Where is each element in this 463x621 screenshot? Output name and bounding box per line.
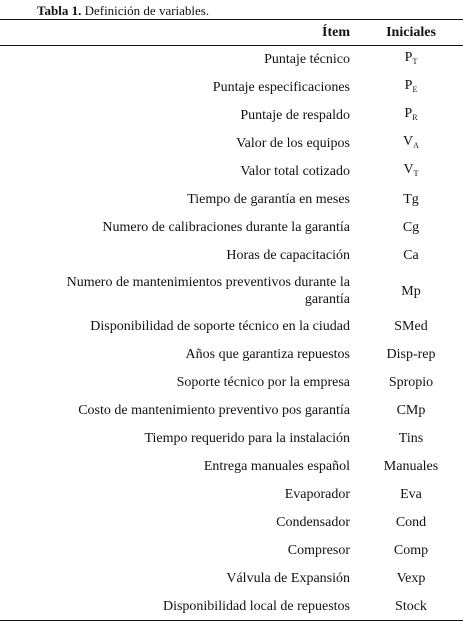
initials-text: Tg bbox=[403, 192, 419, 207]
table-row bbox=[0, 593, 463, 621]
table-body bbox=[0, 46, 463, 621]
cell-initials bbox=[371, 242, 463, 270]
table-row bbox=[0, 565, 463, 593]
initials-text: Manuales bbox=[383, 459, 439, 474]
table-row bbox=[0, 270, 463, 313]
initials-subscript: A bbox=[413, 141, 419, 150]
cell-item bbox=[0, 313, 371, 341]
table-row bbox=[0, 369, 463, 397]
item-text: Puntaje de respaldo bbox=[240, 108, 350, 123]
item-text: Evaporador bbox=[284, 487, 350, 502]
cell-initials bbox=[371, 74, 463, 102]
table-caption bbox=[37, 3, 209, 18]
table-row bbox=[0, 242, 463, 270]
caption-label: Tabla 1. bbox=[37, 3, 82, 18]
caption-text: Definición de variables. bbox=[81, 3, 210, 18]
initials-text: Disp-rep bbox=[386, 347, 436, 362]
item-text: Válvula de Expansión bbox=[226, 571, 350, 586]
cell-initials bbox=[371, 186, 463, 214]
initials-subscript: T bbox=[413, 169, 419, 178]
table-row bbox=[0, 186, 463, 214]
initials-text: Vexp bbox=[396, 571, 426, 586]
table-row bbox=[0, 397, 463, 425]
initials-text: V bbox=[403, 162, 414, 177]
cell-initials bbox=[371, 537, 463, 565]
cell-item bbox=[0, 46, 371, 74]
cell-initials bbox=[371, 369, 463, 397]
cell-item bbox=[0, 270, 371, 313]
item-text: Horas de capacitación bbox=[226, 248, 350, 263]
cell-item bbox=[0, 481, 371, 509]
cell-initials bbox=[371, 509, 463, 537]
initials-subscript: E bbox=[412, 85, 418, 94]
table-row bbox=[0, 214, 463, 242]
cell-initials bbox=[371, 158, 463, 186]
table-row bbox=[0, 481, 463, 509]
cell-initials bbox=[371, 46, 463, 74]
item-text: Condensador bbox=[276, 515, 350, 530]
cell-initials bbox=[371, 593, 463, 621]
initials-text: Cg bbox=[402, 220, 420, 235]
table-row bbox=[0, 313, 463, 341]
header-item: Ítem bbox=[0, 20, 371, 46]
table-row bbox=[0, 158, 463, 186]
table-row bbox=[0, 453, 463, 481]
cell-item bbox=[0, 341, 371, 369]
cell-item bbox=[0, 425, 371, 453]
item-text-line2: garantía bbox=[304, 292, 350, 307]
initials-text: SMed bbox=[394, 319, 428, 334]
cell-item bbox=[0, 537, 371, 565]
initials-text: Tins bbox=[398, 431, 424, 446]
initials-text: Spropio bbox=[388, 375, 434, 390]
item-text: Puntaje técnico bbox=[264, 52, 350, 68]
initials-subscript: T bbox=[412, 57, 418, 67]
cell-initials bbox=[371, 214, 463, 242]
item-text: Compresor bbox=[287, 543, 350, 558]
cell-item bbox=[0, 509, 371, 537]
cell-initials bbox=[371, 270, 463, 313]
item-text: Tiempo requerido para la instalación bbox=[144, 431, 350, 446]
table-row bbox=[0, 130, 463, 158]
cell-item bbox=[0, 186, 371, 214]
table-row bbox=[0, 341, 463, 369]
cell-initials bbox=[371, 565, 463, 593]
initials-text: Stock bbox=[395, 598, 427, 614]
cell-item bbox=[0, 102, 371, 130]
item-text: Puntaje especificaciones bbox=[212, 80, 350, 95]
initials-text: P bbox=[404, 78, 413, 93]
item-text: Disponibilidad local de repuestos bbox=[162, 598, 350, 614]
item-text: Valor de los equipos bbox=[236, 136, 350, 151]
initials-text: Cond bbox=[395, 515, 427, 530]
item-text: Costo de mantenimiento preventivo pos garantía bbox=[78, 403, 350, 418]
cell-item bbox=[0, 565, 371, 593]
variables-table bbox=[0, 19, 463, 621]
cell-item bbox=[0, 158, 371, 186]
cell-item bbox=[0, 453, 371, 481]
cell-initials bbox=[371, 102, 463, 130]
table-row bbox=[0, 509, 463, 537]
item-text: Tiempo de garantía en meses bbox=[187, 192, 350, 207]
initials-text: P bbox=[404, 50, 413, 66]
table-row bbox=[0, 74, 463, 102]
cell-item bbox=[0, 130, 371, 158]
table-row bbox=[0, 425, 463, 453]
initials-text: CMp bbox=[396, 403, 426, 418]
header-initials: Iniciales bbox=[371, 20, 463, 46]
initials-text: Mp bbox=[401, 283, 421, 299]
cell-item bbox=[0, 214, 371, 242]
cell-initials bbox=[371, 481, 463, 509]
table-row bbox=[0, 537, 463, 565]
table-row bbox=[0, 46, 463, 74]
cell-item bbox=[0, 74, 371, 102]
initials-text: V bbox=[403, 134, 414, 149]
cell-item bbox=[0, 397, 371, 425]
initials-subscript: R bbox=[412, 113, 418, 122]
item-text: Años que garantiza repuestos bbox=[185, 347, 350, 362]
item-text: Numero de calibraciones durante la garantía bbox=[102, 220, 350, 235]
cell-item bbox=[0, 593, 371, 621]
item-text: Valor total cotizado bbox=[240, 164, 350, 179]
cell-initials bbox=[371, 397, 463, 425]
cell-item bbox=[0, 242, 371, 270]
table-row bbox=[0, 102, 463, 130]
cell-initials bbox=[371, 425, 463, 453]
cell-initials bbox=[371, 453, 463, 481]
initials-text: Ca bbox=[403, 248, 419, 263]
cell-item bbox=[0, 369, 371, 397]
initials-text: Comp bbox=[393, 543, 429, 558]
cell-initials bbox=[371, 341, 463, 369]
initials-text: P bbox=[404, 106, 413, 121]
cell-initials bbox=[371, 130, 463, 158]
cell-initials bbox=[371, 313, 463, 341]
item-text: Entrega manuales español bbox=[203, 459, 350, 474]
item-text: Disponibilidad de soporte técnico en la ciudad bbox=[90, 319, 350, 334]
table-header-row bbox=[0, 20, 463, 46]
item-text: Numero de mantenimientos preventivos durante la bbox=[66, 275, 350, 290]
item-text: Soporte técnico por la empresa bbox=[176, 375, 350, 390]
initials-text: Eva bbox=[400, 487, 422, 502]
